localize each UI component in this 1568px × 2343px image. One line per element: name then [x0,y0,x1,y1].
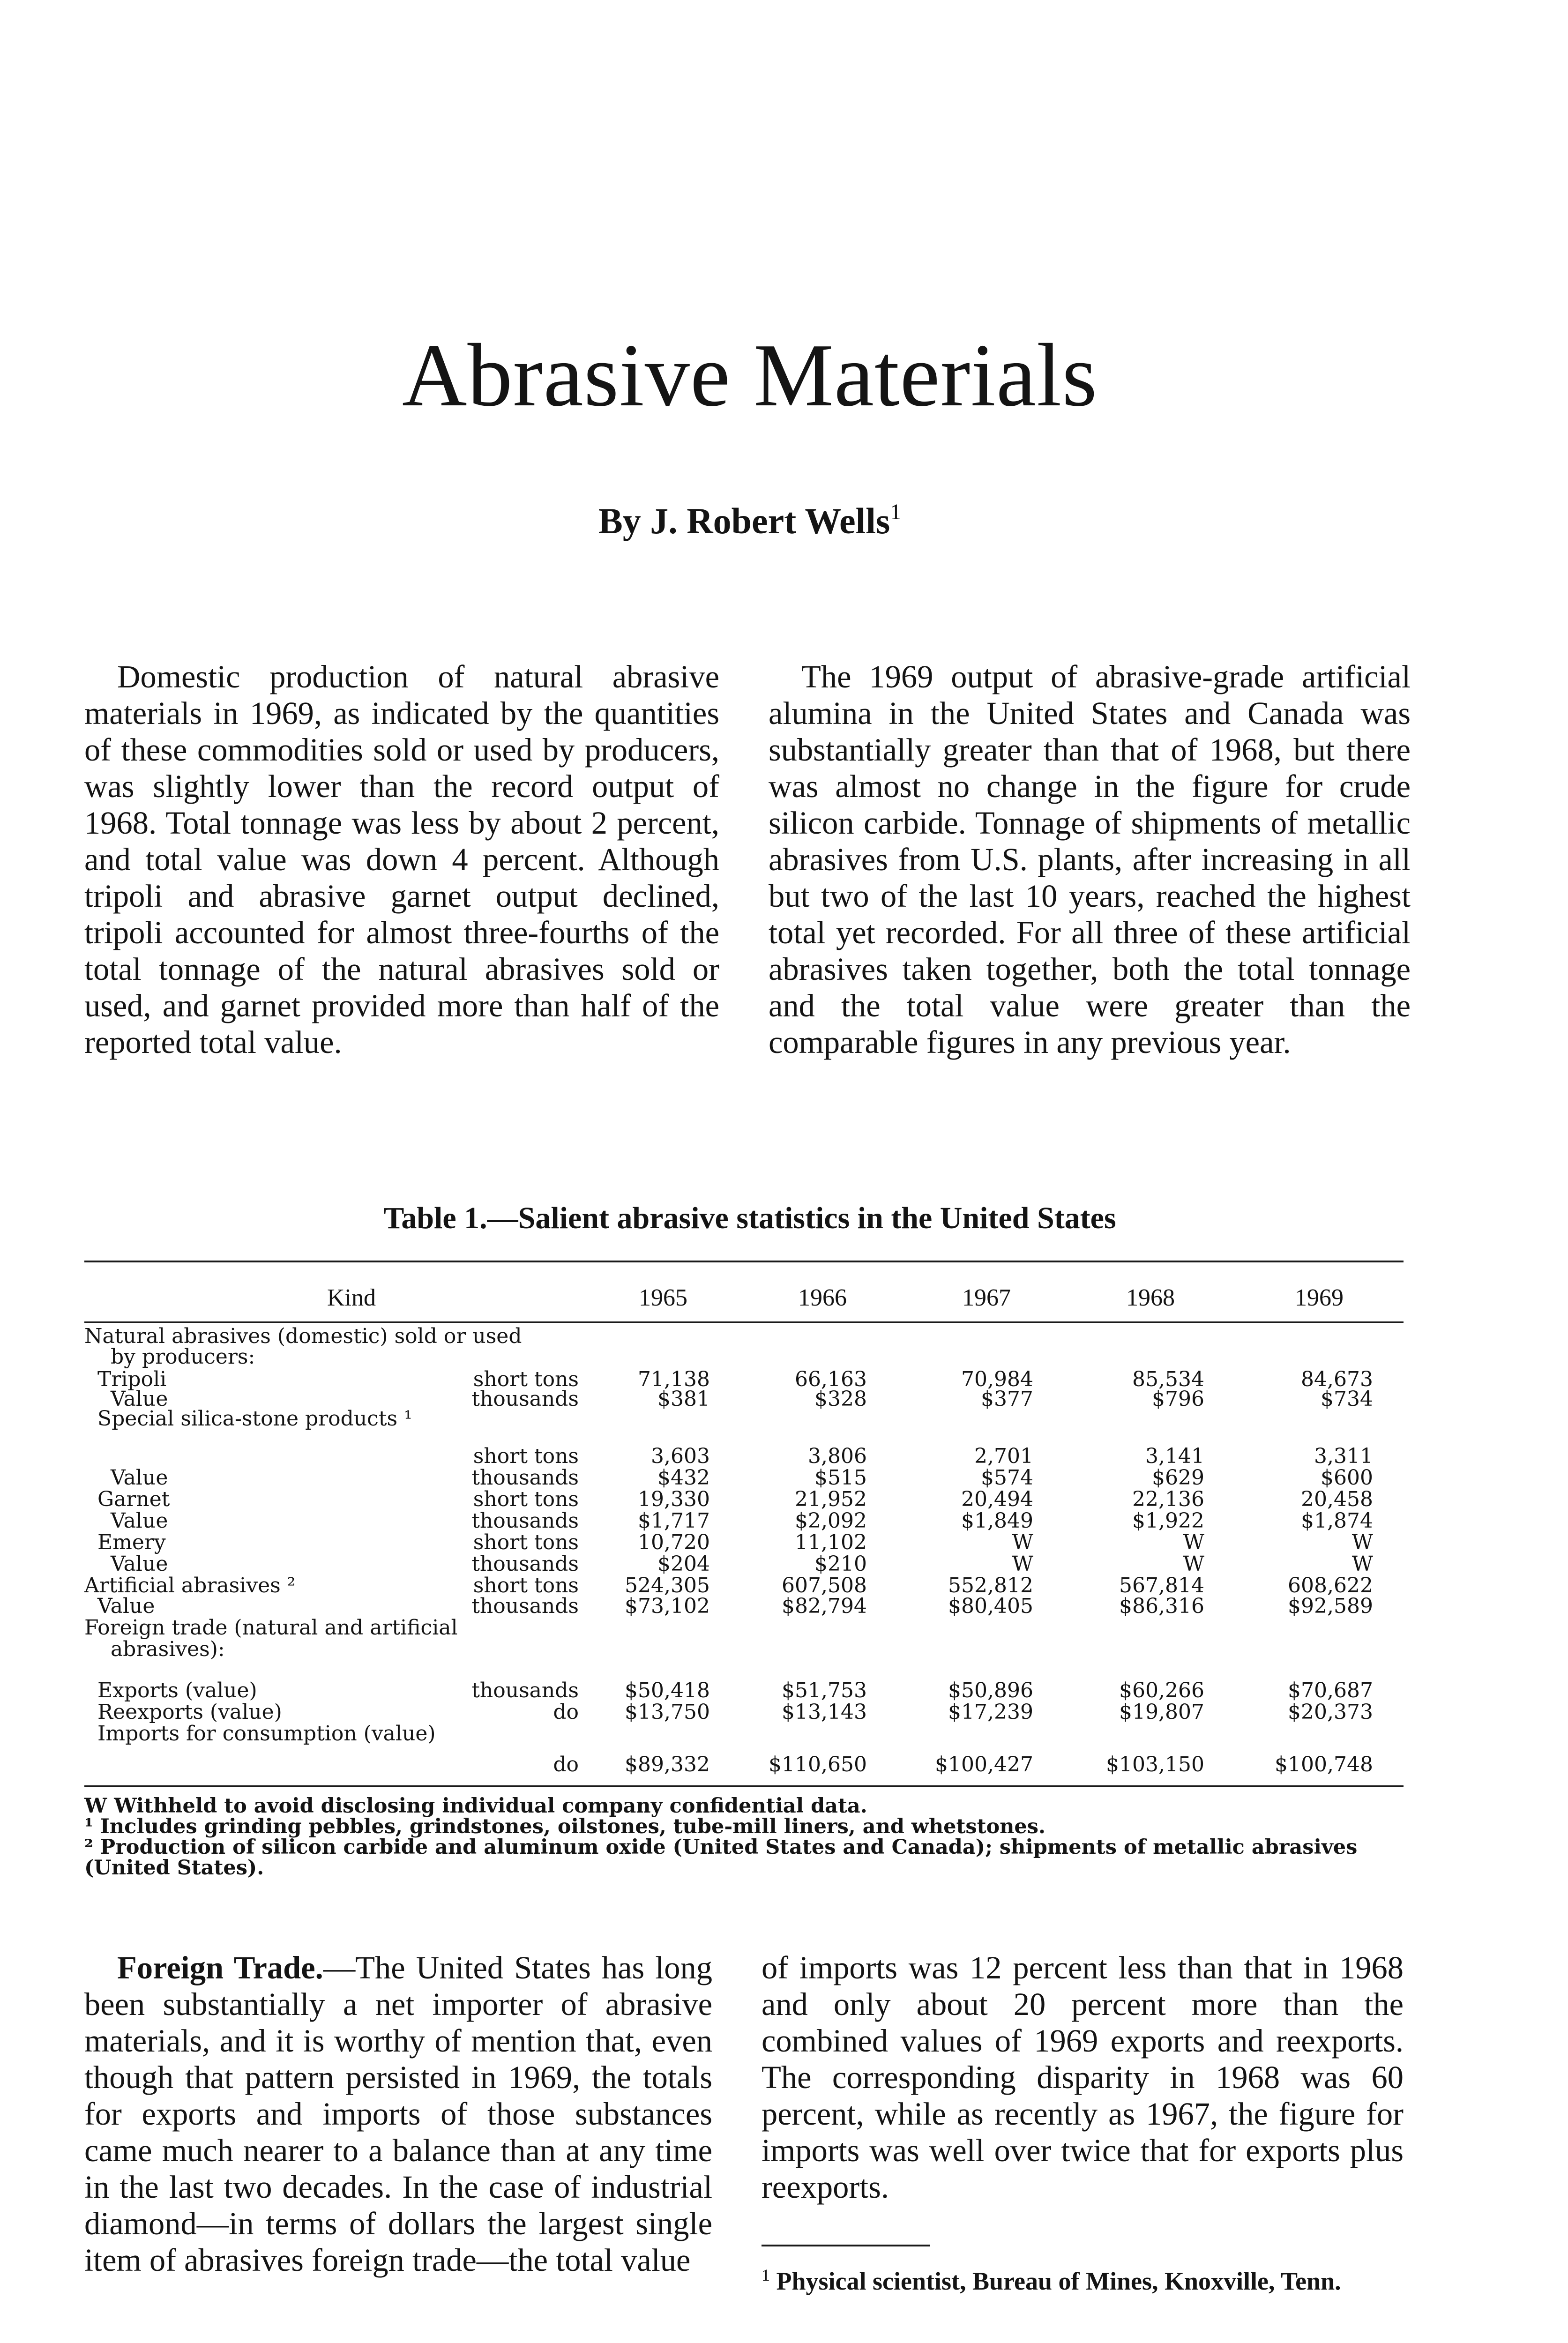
table-note-2: ² Production of silicon carbide and aluminum oxide (United States and Canada); shipments of metallic abrasives (United States). [84,1836,1358,1880]
table-row-label [84,1723,579,1745]
table-cell: W [1351,1530,1373,1554]
row-unit-text: short tons [473,1444,579,1468]
table-cell: 19,330 [638,1487,710,1511]
byline-author: By J. Robert Wells [598,500,890,541]
table-cell: $1,922 [1132,1509,1204,1533]
row-label-text: by producers: [84,1345,255,1369]
table-cell: 22,136 [1132,1487,1204,1511]
row-unit-text: short tons [473,1487,579,1511]
table-row-label [84,1574,579,1597]
row-label-text: Emery [84,1530,166,1554]
table-cell: $796 [1152,1387,1204,1411]
row-label-text: Value [84,1594,155,1618]
row-label-text: Exports (value) [84,1679,257,1702]
table-cell: $50,896 [948,1679,1033,1702]
table-cell: $515 [814,1466,867,1490]
header-kind: Kind [327,1284,376,1311]
table-title: Table 1.—Salient abrasive statistics in the United States [383,1201,1116,1235]
table-cell: $92,589 [1288,1594,1373,1618]
table-cell: $1,874 [1301,1509,1373,1533]
table-cell: 2,701 [974,1444,1033,1468]
table-row-label [84,1346,579,1368]
table-cell: $73,102 [625,1594,710,1618]
row-unit-text: thousands [471,1679,579,1702]
table-cell: $82,794 [782,1594,867,1618]
foreign-trade-left-text: —The United States has long been substantially a net importer of abrasive materials, and it is worthy of mention that, even though that pattern persisted in 1969, the totals for exports and imports of those substances came much nearer to a balance than at any time in the last two decades. In the case of industrial diamond—in terms of dollars the largest single item of abrasives foreign trade—the total value [84,1950,712,2278]
row-unit-text: do [553,1700,579,1724]
byline-footnote-mark: 1 [890,500,902,524]
row-label-text: Tripoli [84,1367,167,1391]
row-label-text: Artificial abrasives ² [84,1574,296,1597]
table-cell: $80,405 [948,1594,1033,1618]
table-cell: 20,494 [961,1487,1033,1511]
table-cell: $70,687 [1288,1679,1373,1702]
table-cell: W [1183,1552,1204,1576]
table-cell: 3,806 [808,1444,867,1468]
table-cell: 608,622 [1288,1574,1373,1597]
table-note-withheld: W Withheld to avoid disclosing individual company confidential data. [84,1794,867,1818]
header-1965: 1965 [639,1284,687,1311]
table-bottom-rule [84,1785,1404,1787]
table-top-rule [84,1261,1404,1262]
table-cell: $574 [981,1466,1033,1490]
table-cell: $204 [657,1552,710,1576]
author-footnote [762,2261,1404,2295]
table-cell: 20,458 [1301,1487,1373,1511]
table-cell: $86,316 [1119,1594,1204,1618]
table-row-label [84,1467,579,1489]
table-cell: $89,332 [625,1753,710,1776]
footnote-mark: 1 [762,2266,770,2284]
table-cell: 3,603 [651,1444,710,1468]
row-label-text: abrasives): [84,1637,225,1661]
row-label-text: Value [84,1387,168,1411]
table-cell: $210 [814,1552,867,1576]
table-cell: 3,311 [1314,1444,1373,1468]
table-cell: $2,092 [795,1509,867,1533]
row-unit-text: thousands [471,1594,579,1618]
row-label-text: Special silica-stone products ¹ [84,1407,412,1431]
intro-right-paragraph: The 1969 output of abrasive-grade artificial alumina in the United States and Canada was substantially greater than that of 1968, but there was almost no change in the figure for crude silicon carbide. Tonnage of shipments of metallic abrasives from U.S. plants, after increasing in all but two of the last 10 years, reached the highest total yet recorded. For all three of these artificial abrasives taken together, both the total tonnage and the total value were greater than the comparable figures in any previous year. [769,659,1411,1060]
page-title: Abrasive Materials [402,325,1098,425]
table-row-label [84,1617,579,1639]
table-cell: W [1012,1552,1033,1576]
table-row-label [84,1488,579,1511]
table-cell: $60,266 [1119,1679,1204,1702]
row-unit-text: short tons [473,1574,579,1597]
table-row-label [84,1531,579,1554]
table-cell: 84,673 [1301,1367,1373,1391]
table-cell: 11,102 [795,1530,867,1554]
table-cell: $629 [1152,1466,1204,1490]
row-unit-text: short tons [473,1367,579,1391]
table-cell: $51,753 [782,1679,867,1702]
table-cell: $20,373 [1288,1700,1373,1724]
table-row-label [84,1553,579,1575]
table-cell: 66,163 [795,1367,867,1391]
table-cell: $1,717 [638,1509,710,1533]
table-cell: 21,952 [795,1487,867,1511]
row-label-text: Value [84,1466,168,1490]
header-1968: 1968 [1126,1284,1175,1311]
table-cell: $734 [1321,1387,1373,1411]
table-cell: 70,984 [961,1367,1033,1391]
byline [0,499,1500,542]
table-row-label [84,1510,579,1532]
table-cell: $50,418 [625,1679,710,1702]
table-row-label [84,1408,579,1430]
table-row-label [84,1679,579,1702]
row-label-text: Natural abrasives (domestic) sold or used [84,1324,522,1348]
table-cell: $100,748 [1275,1753,1373,1776]
row-label-text: Reexports (value) [84,1700,282,1724]
foreign-trade-heading: Foreign Trade. [117,1950,323,1985]
row-unit-text: thousands [471,1466,579,1490]
row-unit-text: do [553,1753,579,1776]
table-cell: $110,650 [769,1753,867,1776]
table-cell: 524,305 [625,1574,710,1597]
table-cell: $13,750 [625,1700,710,1724]
table-cell: 85,534 [1132,1367,1204,1391]
table-cell: $377 [981,1387,1033,1411]
row-label-text: Garnet [84,1487,170,1511]
table-cell: $328 [814,1387,867,1411]
table-cell: $19,807 [1119,1700,1204,1724]
table-header-rule [84,1321,1404,1323]
table-cell: $1,849 [961,1509,1033,1533]
table-cell: $432 [657,1466,710,1490]
table-cell: $100,427 [935,1753,1033,1776]
table-cell: 552,812 [948,1574,1033,1597]
row-unit-text: thousands [471,1552,579,1576]
table-cell: $381 [657,1387,710,1411]
footnote-text: Physical scientist, Bureau of Mines, Knoxville, Tenn. [776,2267,1341,2295]
header-1969: 1969 [1295,1284,1344,1311]
table-cell: $17,239 [948,1700,1033,1724]
table-cell: 607,508 [782,1574,867,1597]
table-note-1: ¹ Includes grinding pebbles, grindstones, oilstones, tube-mill liners, and whetstones. [84,1815,1045,1838]
table-cell: 567,814 [1119,1574,1204,1597]
row-label-text: Value [84,1552,168,1576]
row-unit-text: thousands [471,1509,579,1533]
foreign-trade-left-paragraph [84,1949,712,2278]
header-1966: 1966 [798,1284,847,1311]
table-cell: W [1183,1530,1204,1554]
table-row-label [84,1325,579,1348]
table-row-label [84,1638,579,1661]
table-cell: 71,138 [638,1367,710,1391]
row-unit-text: thousands [471,1387,579,1411]
table-cell: W [1012,1530,1033,1554]
table-row-label [84,1701,579,1724]
row-label-text: Foreign trade (natural and artificial [84,1616,458,1640]
table-cell: $600 [1321,1466,1373,1490]
foreign-trade-right-paragraph: of imports was 12 percent less than that in 1968 and only about 20 percent more than the combined values of 1969 exports and reexports. The corresponding disparity in 1968 was 60 percent, while as recently as 1967, the figure for imports was well over twice that for exports plus reexports. [762,1950,1404,2205]
header-1967: 1967 [962,1284,1011,1311]
table-cell: 10,720 [638,1530,710,1554]
table-cell: $103,150 [1106,1753,1204,1776]
intro-left-paragraph: Domestic production of natural abrasive materials in 1969, as indicated by the quantities of these commodities sold or used by producers, was slightly lower than the record output of 1968. Total tonnage was less by about 2 percent, and total value was down 4 percent. Although tripoli and abrasive garnet output declined, tripoli accounted for almost three-fourths of the total tonnage of the natural abrasives sold or used, and garnet provided more than half of the reported total value. [84,659,719,1060]
row-label-text: Value [84,1509,168,1533]
footnote-rule [762,2245,930,2246]
table-cell: $13,143 [782,1700,867,1724]
row-label-text: Imports for consumption (value) [84,1722,436,1746]
table-row-label [84,1595,579,1618]
table-cell: 3,141 [1145,1444,1204,1468]
table-cell: W [1351,1552,1373,1576]
row-unit-text: short tons [473,1530,579,1554]
